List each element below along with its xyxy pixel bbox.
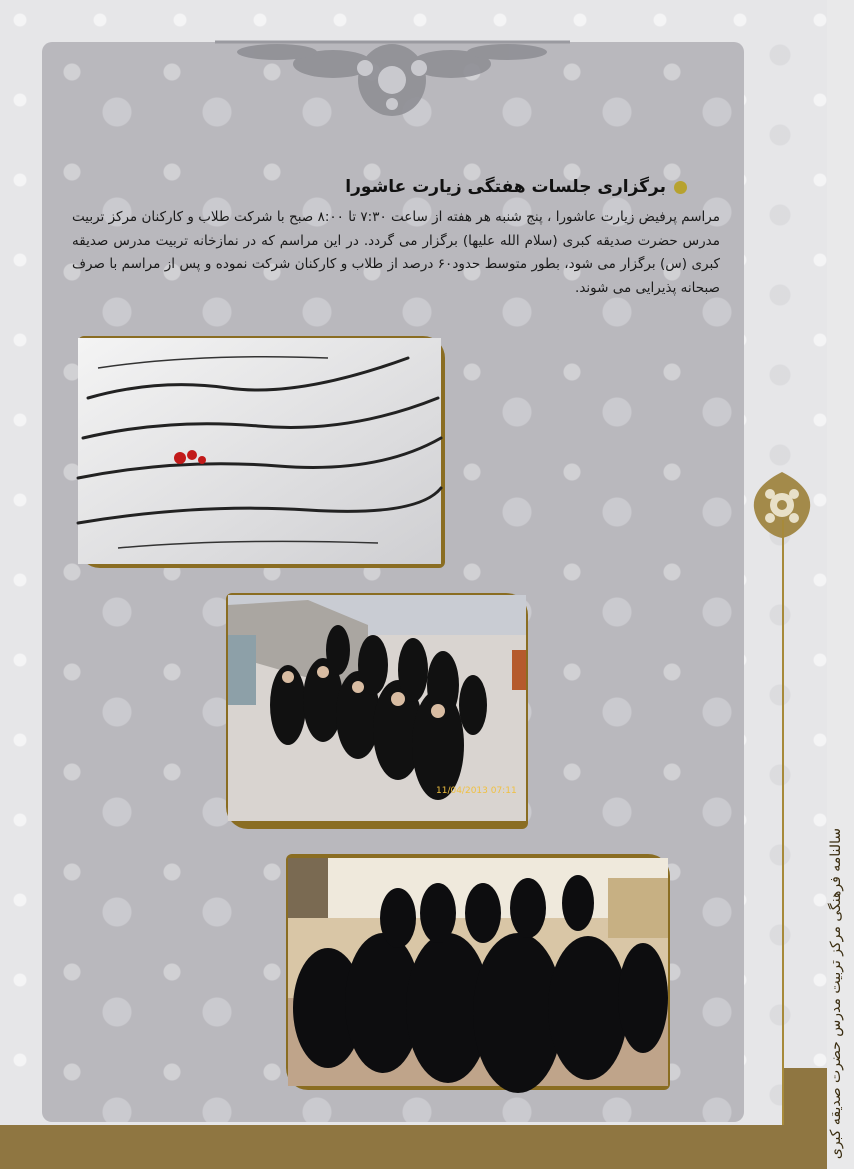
calligraphy-image: [78, 338, 441, 564]
bullet-icon: [674, 181, 687, 194]
photo-timestamp: 11/04/2013 07:11: [436, 786, 517, 796]
section-heading: [345, 172, 687, 202]
body-paragraph: مراسم پرفیض زیارت عاشورا ، پنج شنبه هر هفته از ساعت ۷:۳۰ تا ۸:۰۰ صبح با شرکت طلاب و کارکنان مرکز تربیت مدرس حضرت صدیقه کبری (سلام الله علیها) برگزار می گردد. در این مراسم که در نمازخانه تربیت مدرس صدیقه کبری (س) برگزار می شود، بطور متوسط حدود۶۰ درصد از طلاب و کارکنان شرکت نموده و پس از مراسم با صرف صبحانه پذیرایی می شوند.: [72, 209, 720, 296]
footer-band-corner: [784, 1068, 827, 1169]
gathering-image-1: [228, 595, 526, 821]
top-ornament-icon: [215, 40, 570, 120]
photo-outdoor-gathering: [226, 593, 528, 829]
heading-title: برگزاری جلسات هفتگی زیارت عاشورا: [345, 177, 666, 197]
gathering-image-2: [288, 858, 668, 1086]
footer-band: [0, 1125, 827, 1169]
side-caption: سالنامه فرهنگی مرکز تربیت مدرس حضرت صدیقه کبری: [828, 828, 844, 1160]
side-divider: [782, 520, 784, 1125]
photo-ziyarat-text: [78, 336, 445, 568]
photo-prayer-hall: [286, 854, 670, 1090]
